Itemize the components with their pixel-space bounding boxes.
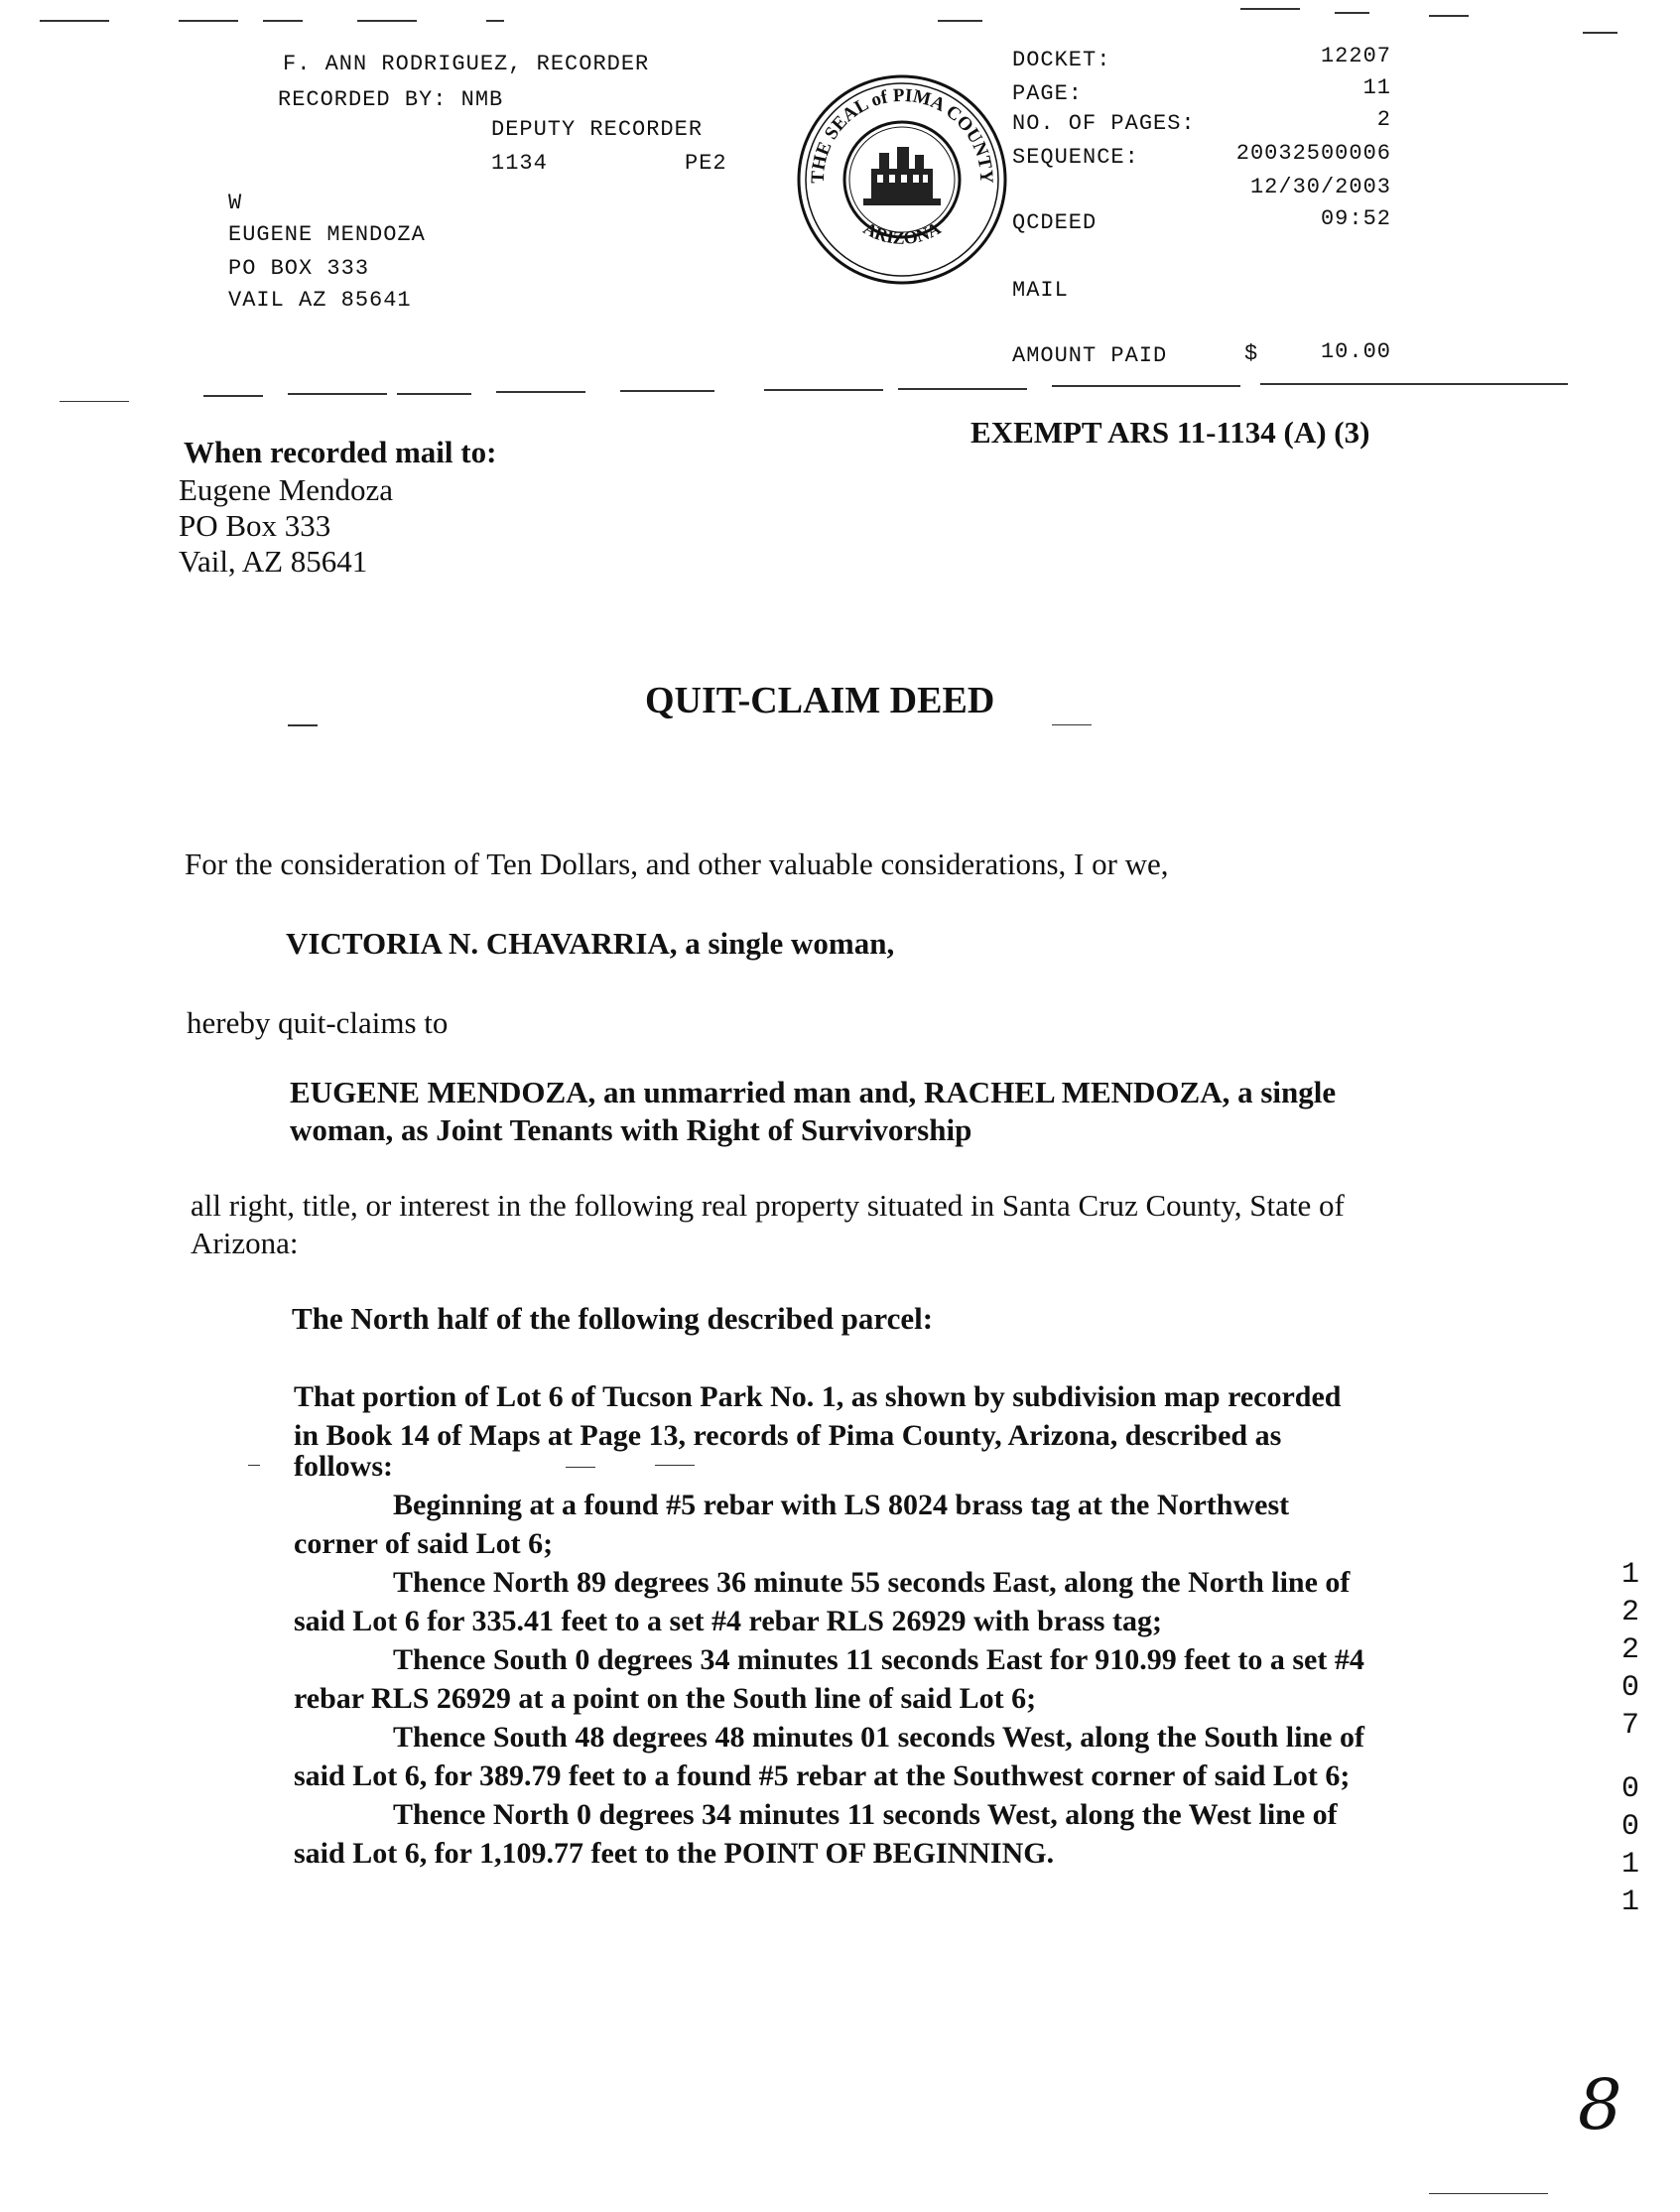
recorder-name: F. ANN RODRIGUEZ, RECORDER <box>283 52 650 76</box>
mail-to-box: PO Box 333 <box>179 508 331 543</box>
scan-rule <box>496 391 585 393</box>
scan-rule <box>288 393 387 395</box>
scan-rule <box>397 393 471 395</box>
scan-rule <box>248 1465 260 1466</box>
margin-digit: 1 <box>1620 1886 1639 1919</box>
margin-docket-stamp <box>1615 1556 1645 1921</box>
scan-rule <box>655 1465 695 1466</box>
scan-rule <box>486 20 504 22</box>
scan-rule <box>203 395 263 397</box>
pages-value: 2 <box>1376 107 1391 132</box>
mail-to-heading: When recorded mail to: <box>184 435 497 469</box>
deputy-code: 1134 <box>491 151 548 176</box>
margin-digit: 1 <box>1620 1558 1639 1592</box>
grantor-line <box>286 925 894 963</box>
legal-line: Beginning at a found #5 rebar with LS 8024 brass tag at the Northwest <box>393 1489 1290 1521</box>
page-value: 11 <box>1362 75 1391 100</box>
deputy-suffix: PE2 <box>685 151 727 176</box>
legal-line: Thence North 0 degrees 34 minutes 11 seconds West, along the West line of <box>393 1798 1338 1831</box>
legal-line: said Lot 6, for 1,109.77 feet to the POINT OF BEGINNING. <box>294 1837 1055 1870</box>
deputy-recorder: DEPUTY RECORDER <box>491 117 704 142</box>
scan-rule <box>1429 2193 1548 2194</box>
margin-digit: 7 <box>1620 1709 1639 1743</box>
scan-rule <box>357 20 417 22</box>
legal-line: follows: <box>294 1450 393 1483</box>
grantor-description: , a single woman, <box>669 926 895 961</box>
grantee-line-1: EUGENE MENDOZA, an unmarried man and, RACHEL MENDOZA, a single <box>290 1075 1337 1109</box>
address-box: PO BOX 333 <box>228 256 370 281</box>
scan-rule <box>898 388 1027 390</box>
scan-rule <box>566 1467 595 1468</box>
sequence-value: 20032500006 <box>1235 141 1391 166</box>
legal-line: corner of said Lot 6; <box>294 1527 554 1560</box>
scan-rule <box>40 20 109 22</box>
grantor-name: VICTORIA N. CHAVARRIA <box>286 926 670 961</box>
sequence-label: SEQUENCE: <box>1012 145 1139 170</box>
mail-label: MAIL <box>1012 278 1069 303</box>
scan-rule <box>263 20 303 22</box>
scan-rule <box>1260 383 1568 385</box>
scan-rule <box>179 20 238 22</box>
legal-line: said Lot 6 for 335.41 feet to a set #4 rebar RLS 26929 with brass tag; <box>294 1605 1162 1637</box>
document-title: QUIT-CLAIM DEED <box>645 680 995 721</box>
exempt-statute: EXEMPT ARS 11-1134 (A) (3) <box>970 415 1370 450</box>
parcel-heading: The North half of the following described parcel: <box>292 1301 934 1336</box>
scan-rule <box>288 724 318 726</box>
margin-digit: 0 <box>1620 1671 1639 1705</box>
seal-text-top: THE SEAL of PIMA COUNTY <box>807 84 997 185</box>
margin-digit: 2 <box>1620 1633 1639 1667</box>
margin-digit: 2 <box>1620 1596 1639 1629</box>
document-type: QCDEED <box>1012 210 1098 235</box>
docket-label: DOCKET: <box>1012 48 1111 72</box>
legal-line: Thence South 0 degrees 34 minutes 11 seconds East for 910.99 feet to a set #4 <box>393 1643 1364 1676</box>
property-line-2: Arizona: <box>191 1226 299 1260</box>
consideration-text: For the consideration of Ten Dollars, and other valuable considerations, I or we, <box>185 846 1169 881</box>
legal-description <box>294 1377 1364 1873</box>
docket-value: 12207 <box>1320 44 1391 68</box>
amount-currency: $ <box>1244 341 1259 366</box>
legal-line: said Lot 6, for 389.79 feet to a found #5 rebar at the Southwest corner of said Lot 6; <box>294 1759 1351 1792</box>
record-time: 09:52 <box>1320 206 1391 231</box>
scan-rule <box>1583 32 1617 34</box>
legal-line: rebar RLS 26929 at a point on the South line of said Lot 6; <box>294 1682 1037 1715</box>
legal-line: That portion of Lot 6 of Tucson Park No. 1, as shown by subdivision map recorded <box>294 1380 1342 1413</box>
scan-rule <box>1052 724 1092 725</box>
legal-line: Thence South 48 degrees 48 minutes 01 seconds West, along the South line of <box>393 1721 1364 1754</box>
scan-rule <box>60 401 129 402</box>
quitclaims-text: hereby quit-claims to <box>187 1005 449 1040</box>
handwritten-page-mark: 8 <box>1578 2064 1622 2146</box>
scan-rule <box>620 390 714 392</box>
margin-digit: 0 <box>1620 1772 1639 1806</box>
seal-text-bottom: ARIZONA <box>859 217 945 249</box>
amount-value: 10.00 <box>1320 339 1391 364</box>
address-name: EUGENE MENDOZA <box>228 222 426 247</box>
margin-digit: 1 <box>1620 1848 1639 1882</box>
legal-line: in Book 14 of Maps at Page 13, records of Pima County, Arizona, described as <box>294 1419 1282 1452</box>
scan-rule <box>1240 8 1300 10</box>
recorded-by: RECORDED BY: NMB <box>278 87 504 112</box>
pages-label: NO. OF PAGES: <box>1012 111 1196 136</box>
amount-label: AMOUNT PAID <box>1012 343 1168 368</box>
w-mark: W <box>228 191 243 215</box>
scan-rule <box>1335 12 1369 14</box>
mail-to-city: Vail, AZ 85641 <box>179 544 368 579</box>
scan-rule <box>1052 385 1240 387</box>
record-date: 12/30/2003 <box>1249 175 1391 199</box>
pima-county-seal <box>794 71 1010 288</box>
grantee-line-2: woman, as Joint Tenants with Right of Survivorship <box>290 1112 972 1147</box>
page-label: PAGE: <box>1012 81 1084 106</box>
legal-line: Thence North 89 degrees 36 minute 55 seconds East, along the North line of <box>393 1566 1351 1599</box>
scan-rule <box>1429 15 1469 17</box>
mail-to-name: Eugene Mendoza <box>179 472 394 507</box>
margin-digit: 0 <box>1620 1810 1639 1844</box>
property-line-1: all right, title, or interest in the following real property situated in Santa Cruz County, State of <box>191 1188 1345 1223</box>
address-city: VAIL AZ 85641 <box>228 288 412 313</box>
scan-rule <box>764 389 883 391</box>
svg-text:ARIZONA <box>860 218 944 248</box>
scan-rule <box>938 20 982 22</box>
